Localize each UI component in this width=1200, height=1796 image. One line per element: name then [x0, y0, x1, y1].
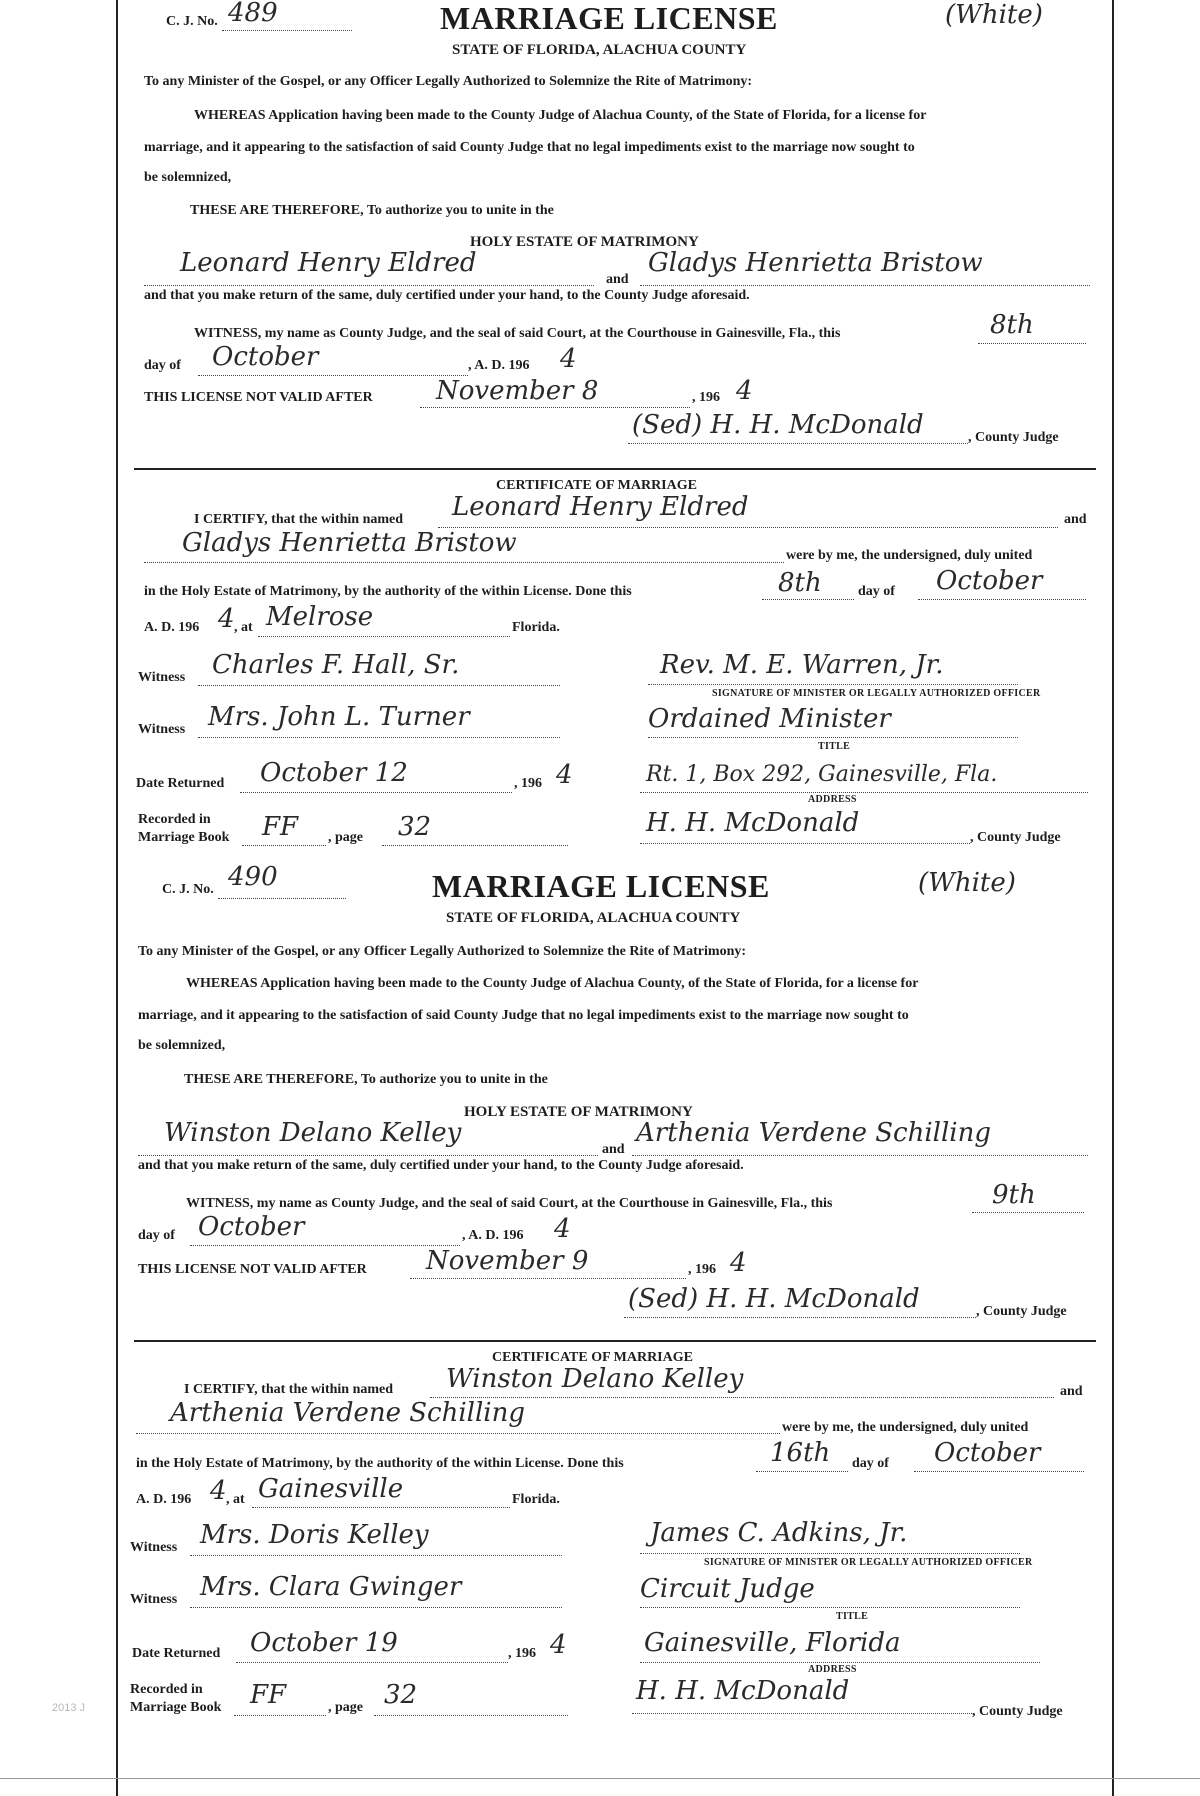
- minister-title: Ordained Minister: [648, 704, 891, 734]
- not-valid-label-2: THIS LICENSE NOT VALID AFTER: [138, 1262, 367, 1277]
- day-of-label: day of: [144, 358, 181, 373]
- witness-2-label-2: Witness: [130, 1592, 178, 1607]
- license-month: October: [212, 342, 319, 372]
- ad-label: , A. D. 196: [468, 358, 530, 373]
- page-label: , page: [328, 830, 363, 845]
- holy-estate-line-2: in the Holy Estate of Matrimony, by the authority of the within License. Done this: [136, 1456, 624, 1471]
- date-returned-label: Date Returned: [136, 776, 225, 791]
- copyright-watermark: 2013 J: [52, 1702, 86, 1714]
- therefore-line-2: THESE ARE THEREFORE, To authorize you to unite in the: [184, 1072, 548, 1087]
- signature-caption-2: SIGNATURE OF MINISTER OR LEGALLY AUTHORIZED OFFICER: [704, 1557, 1033, 1568]
- certificate-title-2: CERTIFICATE OF MARRIAGE: [492, 1350, 693, 1365]
- witness-line: WITNESS, my name as County Judge, and the seal of said Court, at the Courthouse in Gainesville, Fla., this: [194, 326, 841, 341]
- valid-until-date: November 8: [436, 376, 599, 406]
- address-line: To any Minister of the Gospel, or any Officer Legally Authorized to Solemnize the Rite of Matrimony:: [144, 74, 753, 89]
- minister-signature-underline-2: [640, 1553, 1020, 1554]
- cert-ad-label: A. D. 196: [144, 620, 200, 635]
- valid-year-digit: 4: [736, 376, 753, 406]
- marriage-book-label-2: Marriage Book: [130, 1700, 222, 1715]
- cert-bride-name-2: Arthenia Verdene Schilling: [170, 1398, 526, 1428]
- witness-1-underline-2: [190, 1555, 562, 1556]
- witness-2-name: Mrs. John L. Turner: [208, 702, 470, 732]
- race-note-2: (White): [918, 868, 1016, 898]
- minister-title-underline: [648, 737, 1018, 738]
- page-number: 32: [398, 812, 432, 842]
- county-judge-label-2: , County Judge: [976, 1304, 1067, 1319]
- valid-until-underline-2: [410, 1278, 686, 1279]
- bride-name-2: Arthenia Verdene Schilling: [636, 1118, 992, 1148]
- therefore-line: THESE ARE THEREFORE, To authorize you to unite in the: [190, 203, 554, 218]
- valid-until-underline: [420, 407, 690, 408]
- cert-place-2: Gainesville: [258, 1474, 404, 1504]
- page-number-2: 32: [384, 1680, 418, 1710]
- cj-underline: [222, 30, 352, 31]
- title-caption-2: TITLE: [836, 1611, 869, 1622]
- whereas-line-2-2: marriage, and it appearing to the satisfaction of said County Judge that no legal impediments exist to the marriage now sought to: [138, 1008, 909, 1023]
- date-returned: October 12: [260, 758, 408, 788]
- valid-until-date-2: November 9: [426, 1246, 589, 1276]
- judge-underline: [628, 443, 968, 444]
- cert-bride-underline: [144, 562, 784, 563]
- minister-signature-2: James C. Adkins, Jr.: [650, 1518, 908, 1548]
- cert-bride-name: Gladys Henrietta Bristow: [182, 528, 517, 558]
- cj-number-2: 490: [228, 862, 278, 892]
- book-underline-2: [234, 1715, 326, 1716]
- whereas-line-1-2: WHEREAS Application having been made to the County Judge of Alachua County, of the State of Florida, for a license for: [186, 976, 919, 991]
- cert-florida-label-2: Florida.: [512, 1492, 560, 1507]
- witness-1-name-2: Mrs. Doris Kelley: [200, 1520, 429, 1550]
- were-by-me-label-2: were by me, the undersigned, duly united: [782, 1420, 1029, 1435]
- page-label-2: , page: [328, 1700, 363, 1715]
- cert-groom-name-2: Winston Delano Kelley: [446, 1364, 744, 1394]
- bride-name: Gladys Henrietta Bristow: [648, 248, 983, 278]
- cert-bride-underline-2: [136, 1433, 780, 1434]
- cert-judge-signature-2: H. H. McDonald: [636, 1676, 850, 1706]
- cert-day-of-label-2: day of: [852, 1456, 889, 1471]
- cert-at-label: , at: [234, 620, 253, 635]
- holy-estate-heading-2: HOLY ESTATE OF MATRIMONY: [464, 1104, 693, 1120]
- certify-label: I CERTIFY, that the within named: [194, 512, 404, 527]
- address-line-2: To any Minister of the Gospel, or any Officer Legally Authorized to Solemnize the Rite of Matrimony:: [138, 944, 747, 959]
- recorded-in-label-2: Recorded in: [130, 1682, 203, 1697]
- were-by-me-label: were by me, the undersigned, duly united: [786, 548, 1033, 563]
- cert-day-underline: [762, 599, 854, 600]
- return-line: and that you make return of the same, duly certified under your hand, to the County Judge aforesaid.: [144, 288, 750, 303]
- cert-place-underline: [258, 636, 510, 637]
- book-number-2: FF: [250, 1680, 287, 1710]
- cert-month-underline: [918, 599, 1086, 600]
- page-underline-2: [374, 1715, 568, 1716]
- cert-groom-name: Leonard Henry Eldred: [452, 492, 749, 522]
- witness-1-underline: [198, 685, 560, 686]
- county-judge-label: , County Judge: [968, 430, 1059, 445]
- cert-month: October: [936, 566, 1043, 596]
- witness-2-underline: [198, 737, 560, 738]
- month-underline-2: [190, 1245, 460, 1246]
- groom-underline: [144, 285, 594, 286]
- cert-and-label: and: [1064, 512, 1087, 527]
- certify-label-2: I CERTIFY, that the within named: [184, 1382, 394, 1397]
- license-subtitle: STATE OF FLORIDA, ALACHUA COUNTY: [452, 42, 747, 58]
- ad-year-digit: 4: [560, 344, 577, 374]
- cert-at-label-2: , at: [226, 1492, 245, 1507]
- license-title: MARRIAGE LICENSE: [440, 0, 778, 36]
- minister-title-2: Circuit Judge: [640, 1574, 815, 1604]
- date-returned-label-2: Date Returned: [132, 1646, 221, 1661]
- whereas-line-3: be solemnized,: [144, 170, 232, 185]
- bride-underline: [640, 285, 1090, 286]
- cert-place: Melrose: [266, 602, 374, 632]
- certificate-title: CERTIFICATE OF MARRIAGE: [496, 478, 697, 493]
- cert-ad-label-2: A. D. 196: [136, 1492, 192, 1507]
- cj-label: C. J. No.: [166, 14, 218, 29]
- minister-address-underline: [640, 792, 1088, 793]
- license-month-2: October: [198, 1212, 305, 1242]
- cert-county-judge-label: , County Judge: [970, 830, 1061, 845]
- cert-month-underline-2: [914, 1471, 1084, 1472]
- ad-label-2: , A. D. 196: [462, 1228, 524, 1243]
- returned-year-label-2: , 196: [508, 1646, 536, 1661]
- and-label-2: and: [602, 1142, 625, 1157]
- judge-signature-2: (Sed) H. H. McDonald: [628, 1284, 920, 1314]
- valid-year-label-2: , 196: [688, 1262, 716, 1277]
- witness-day-underline: [978, 343, 1086, 344]
- minister-address-2: Gainesville, Florida: [644, 1628, 901, 1658]
- minister-title-underline-2: [640, 1607, 1020, 1608]
- license-title-2: MARRIAGE LICENSE: [432, 868, 770, 904]
- cert-judge-underline-2: [632, 1713, 972, 1714]
- cert-and-label-2: and: [1060, 1384, 1083, 1399]
- return-line-2: and that you make return of the same, duly certified under your hand, to the County Judge aforesaid.: [138, 1158, 744, 1173]
- groom-underline-2: [138, 1155, 598, 1156]
- cert-place-underline-2: [252, 1507, 510, 1508]
- cert-day-underline-2: [756, 1471, 848, 1472]
- cj-number: 489: [228, 0, 278, 28]
- minister-address-underline-2: [640, 1662, 1040, 1663]
- judge-underline-2: [624, 1317, 976, 1318]
- witness-2-name-2: Mrs. Clara Gwinger: [200, 1572, 462, 1602]
- witness-line-2: WITNESS, my name as County Judge, and the seal of said Court, at the Courthouse in Gainesville, Fla., this: [186, 1196, 833, 1211]
- address-caption-2: ADDRESS: [808, 1664, 857, 1675]
- page-underline: [382, 845, 568, 846]
- minister-signature-underline: [648, 684, 1018, 685]
- witness-1-name: Charles F. Hall, Sr.: [212, 650, 460, 680]
- cert-judge-signature: H. H. McDonald: [646, 808, 860, 838]
- month-underline: [198, 375, 468, 376]
- groom-name-2: Winston Delano Kelley: [164, 1118, 462, 1148]
- title-caption: TITLE: [818, 741, 851, 752]
- cj-underline-2: [218, 898, 346, 899]
- returned-year-label: , 196: [514, 776, 542, 791]
- witness-1-label-2: Witness: [130, 1540, 178, 1555]
- witness-1-label: Witness: [138, 670, 186, 685]
- page-bottom-edge: [0, 1778, 1200, 1779]
- holy-estate-heading: HOLY ESTATE OF MATRIMONY: [470, 234, 699, 250]
- cert-month-2: October: [934, 1438, 1041, 1468]
- not-valid-label: THIS LICENSE NOT VALID AFTER: [144, 390, 373, 405]
- ad-year-digit-2: 4: [554, 1214, 571, 1244]
- cert-day-2: 16th: [770, 1438, 831, 1468]
- section-divider: [134, 468, 1096, 470]
- marriage-book-label: Marriage Book: [138, 830, 230, 845]
- cert-florida-label: Florida.: [512, 620, 560, 635]
- book-underline: [242, 845, 326, 846]
- valid-year-label: , 196: [692, 390, 720, 405]
- whereas-line-2: marriage, and it appearing to the satisfaction of said County Judge that no legal impediments exist to the marriage now sought to: [144, 140, 915, 155]
- returned-year-digit: 4: [556, 760, 573, 790]
- cert-day-of-label: day of: [858, 584, 895, 599]
- witness-2-underline-2: [190, 1607, 562, 1608]
- cert-year-digit: 4: [218, 604, 235, 634]
- returned-year-digit-2: 4: [550, 1630, 567, 1660]
- groom-name: Leonard Henry Eldred: [180, 248, 477, 278]
- witness-day-2: 9th: [992, 1180, 1036, 1210]
- section-divider-2: [134, 1340, 1096, 1342]
- cert-groom-underline: [438, 527, 1058, 528]
- race-note: (White): [945, 0, 1043, 30]
- signature-caption: SIGNATURE OF MINISTER OR LEGALLY AUTHORIZED OFFICER: [712, 688, 1041, 699]
- cert-year-digit-2: 4: [210, 1476, 227, 1506]
- date-returned-underline: [240, 792, 512, 793]
- minister-address: Rt. 1, Box 292, Gainesville, Fla.: [646, 762, 998, 787]
- date-returned-2: October 19: [250, 1628, 398, 1658]
- cj-label-2: C. J. No.: [162, 882, 214, 897]
- cert-county-judge-label-2: , County Judge: [972, 1704, 1063, 1719]
- day-of-label-2: day of: [138, 1228, 175, 1243]
- recorded-in-label: Recorded in: [138, 812, 211, 827]
- whereas-line-3-2: be solemnized,: [138, 1038, 226, 1053]
- witness-2-label: Witness: [138, 722, 186, 737]
- holy-estate-line: in the Holy Estate of Matrimony, by the authority of the within License. Done this: [144, 584, 632, 599]
- cert-judge-underline: [640, 843, 970, 844]
- minister-signature: Rev. M. E. Warren, Jr.: [660, 650, 944, 680]
- and-label: and: [606, 272, 629, 287]
- date-returned-underline-2: [236, 1662, 508, 1663]
- valid-year-digit-2: 4: [730, 1248, 747, 1278]
- license-subtitle-2: STATE OF FLORIDA, ALACHUA COUNTY: [446, 910, 741, 926]
- judge-signature: (Sed) H. H. McDonald: [632, 410, 924, 440]
- book-number: FF: [262, 812, 299, 842]
- cert-day: 8th: [778, 568, 822, 598]
- witness-day: 8th: [990, 310, 1034, 340]
- whereas-line-1: WHEREAS Application having been made to the County Judge of Alachua County, of the State of Florida, for a license for: [194, 108, 927, 123]
- bride-underline-2: [632, 1155, 1088, 1156]
- address-caption: ADDRESS: [808, 794, 857, 805]
- witness-day-underline-2: [972, 1212, 1084, 1213]
